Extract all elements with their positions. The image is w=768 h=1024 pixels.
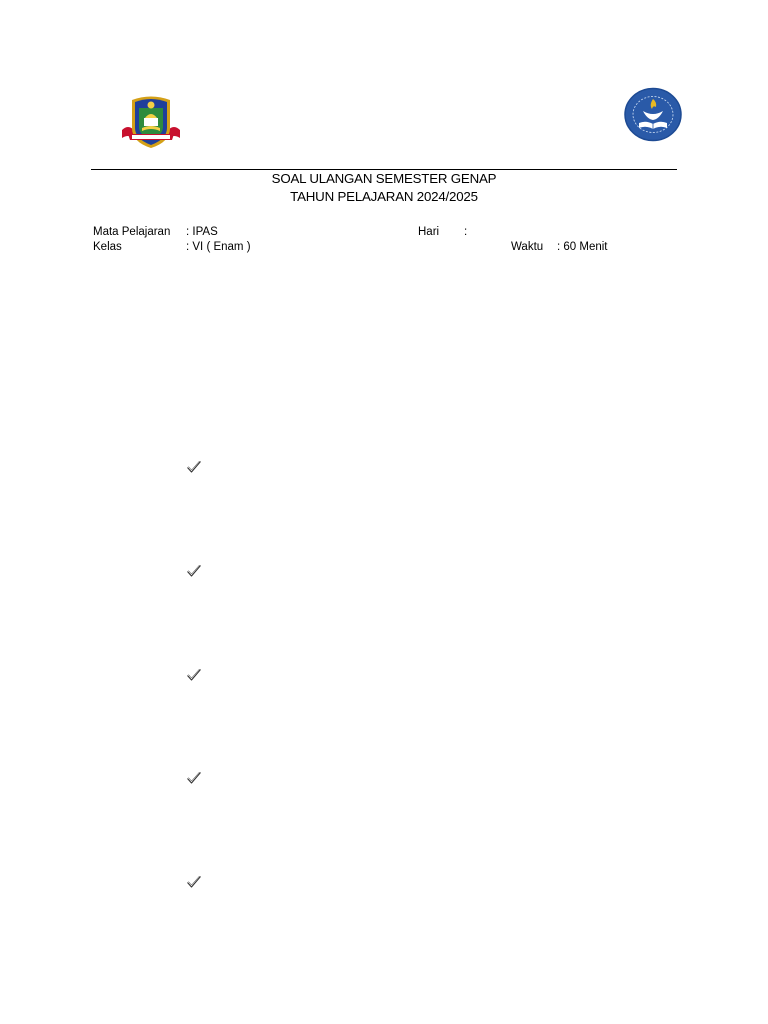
class-value: : VI ( Enam ) [186, 241, 251, 253]
class-label: Kelas [93, 241, 122, 253]
checkmark-icon [186, 771, 202, 785]
day-value: : [464, 226, 468, 238]
exam-title: SOAL ULANGAN SEMESTER GENAP [271, 171, 497, 186]
checkmark-icon [186, 564, 202, 578]
day-label: Hari [418, 226, 440, 238]
tut-wuri-handayani-logo [623, 87, 683, 142]
checkmark-icon [186, 668, 202, 682]
checkmark-icon [186, 460, 202, 474]
time-value: : 60 Menit [557, 241, 608, 253]
header-divider [91, 169, 677, 170]
subject-value: : IPAS [186, 226, 218, 238]
regional-crest-logo [120, 94, 182, 150]
subject-label: Mata Pelajaran [93, 226, 171, 238]
tut-wuri-handayani-icon [623, 87, 683, 142]
crest-icon [120, 94, 182, 150]
exam-academic-year: TAHUN PELAJARAN 2024/2025 [290, 189, 478, 204]
time-label: Waktu [511, 241, 544, 253]
checkmark-icon [186, 875, 202, 889]
